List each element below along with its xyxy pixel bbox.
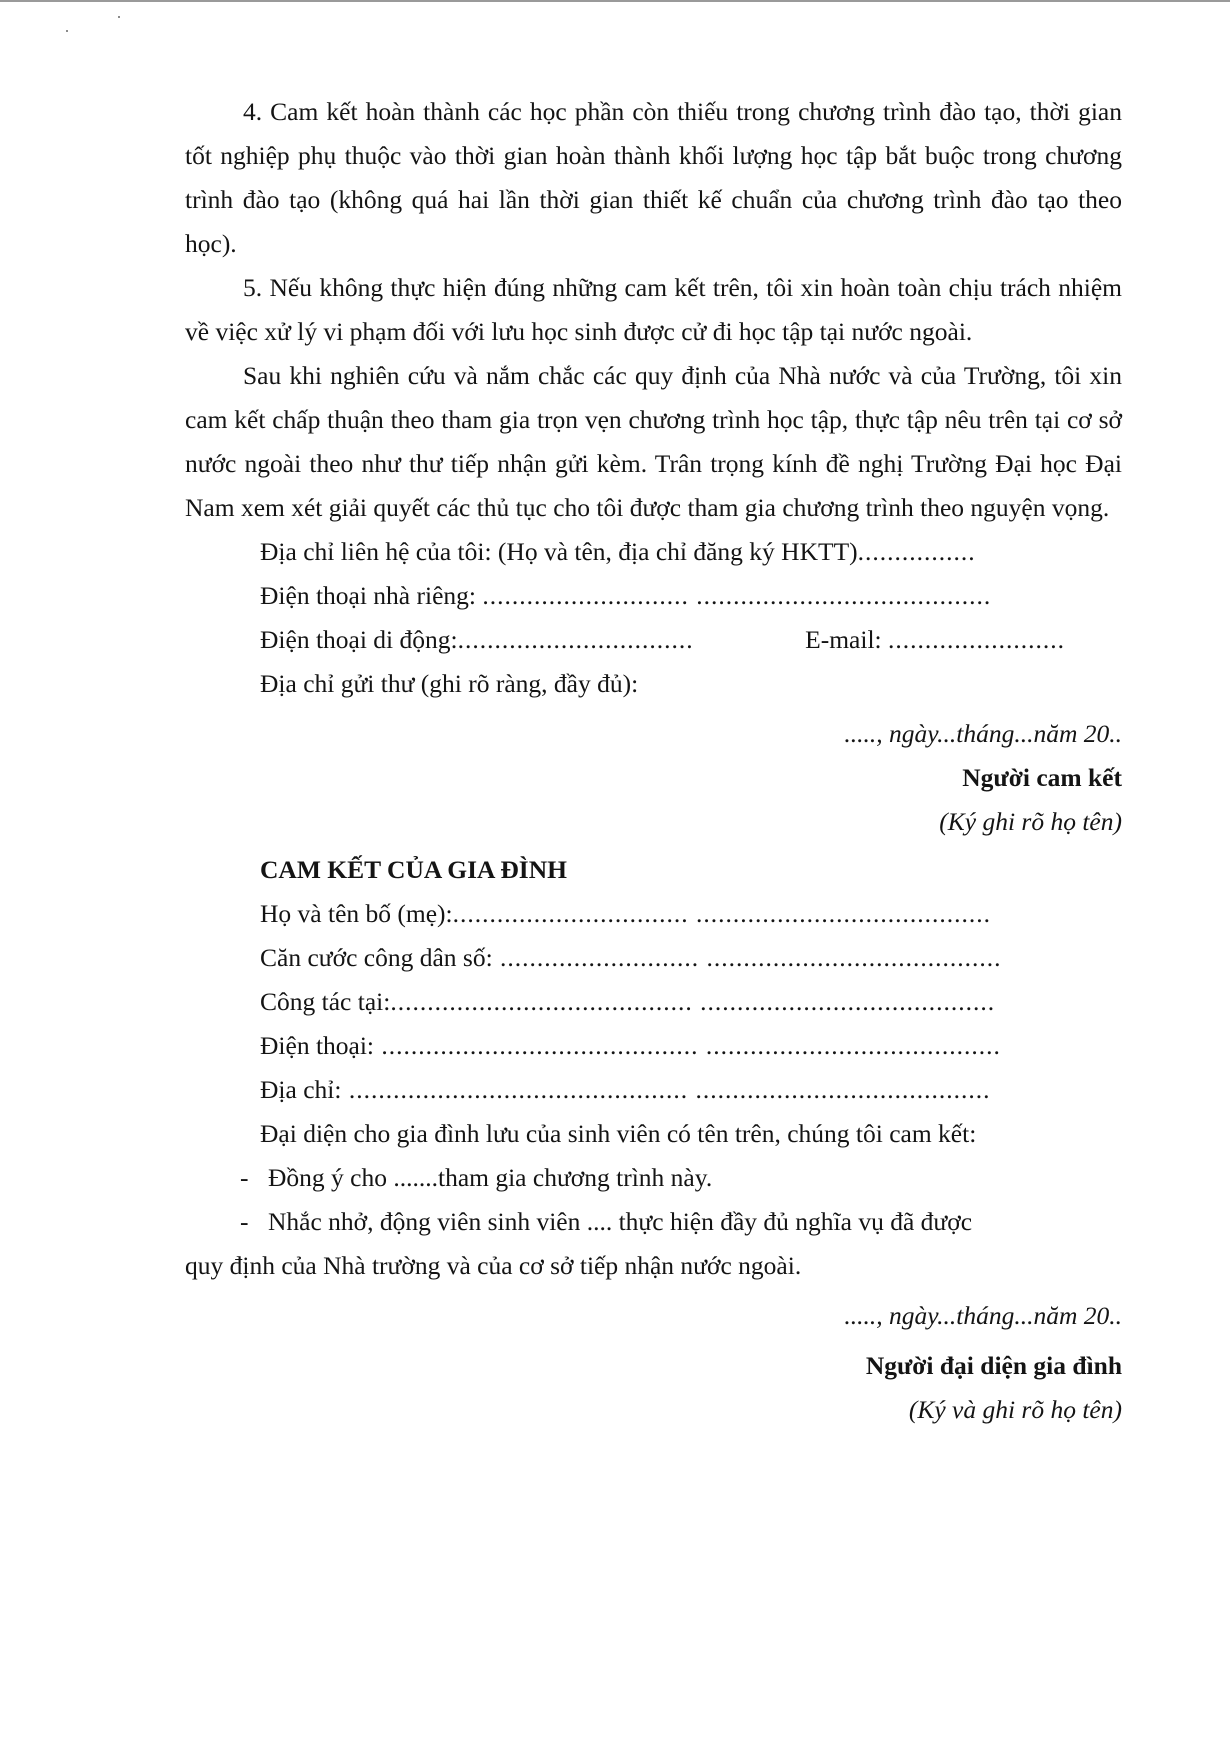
mobile-label: Điện thoại di động: (260, 625, 458, 654)
scan-speck (118, 16, 120, 18)
family-field-phone (260, 1024, 1065, 1068)
family-phone-blank: ........................................... ........................................ (374, 1031, 1001, 1060)
family-signer-title: Người đại diện gia đình (865, 1351, 1122, 1380)
scan-top-edge (0, 0, 1230, 2)
family-address-blank: .............................................. ........................................ (341, 1075, 991, 1104)
bullet-dash: - (240, 1207, 249, 1236)
family-commitment-heading: CAM KẾT CỦA GIA ĐÌNH (260, 855, 567, 884)
contact-address-field (260, 530, 1065, 574)
mobile-field (260, 618, 694, 662)
scan-speck (66, 30, 68, 32)
document-page (185, 90, 1122, 1432)
family-intro-text: Đại diện cho gia đình lưu của sinh viên có tên trên, chúng tôi cam kết: (260, 1119, 977, 1148)
home-phone-blank: ............................ ........................................ (482, 581, 992, 610)
student-date-line: ....., ngày...tháng...năm 20.. (844, 719, 1122, 748)
home-phone-field (260, 574, 1065, 618)
home-phone-label: Điện thoại nhà riêng: (260, 581, 476, 610)
parent-name-blank: ................................ ........................................ (452, 899, 991, 928)
family-phone-label: Điện thoại: (260, 1031, 375, 1060)
commitment-item-5: 5. Nếu không thực hiện đúng những cam kết trên, tôi xin hoàn toàn chịu trách nhiệm về việc xử lý vi phạm đối với lưu học sinh được cử đi học tập tại nước ngoài. (185, 273, 1122, 346)
mail-address-field (260, 662, 1065, 706)
conclusion-paragraph: Sau khi nghiên cứu và nắm chắc các quy định của Nhà nước và của Trường, tôi xin cam kết chấp thuận theo tham gia trọn vẹn chương trình học tập, thực tập nêu trên tại cơ sở nước ngoài theo như thư tiếp nhận gửi kèm. Trân trọng kính đề nghị Trường Đại học Đại Nam xem xét giải quyết các thủ tục cho tôi được tham gia chương trình theo nguyện vọng. (185, 361, 1122, 522)
contact-address-blank: ................ (857, 537, 976, 566)
email-blank: ........................ (888, 625, 1065, 654)
id-number-blank: ........................... ........................................ (492, 943, 1002, 972)
family-bullet-2 (240, 1200, 1122, 1244)
family-bullet-1-text: Đồng ý cho .......tham gia chương trình này. (268, 1163, 713, 1192)
family-field-id-number (260, 936, 1065, 980)
bullet-dash: - (240, 1163, 249, 1192)
mobile-blank: ................................ (457, 625, 694, 654)
family-intro (260, 1112, 1065, 1156)
email-label: E-mail: (805, 625, 882, 654)
workplace-label: Công tác tại: (260, 987, 391, 1016)
id-number-label: Căn cước công dân số: (260, 943, 493, 972)
family-date-line: ....., ngày...tháng...năm 20.. (844, 1301, 1122, 1330)
contact-address-label: Địa chỉ liên hệ của tôi: (Họ và tên, địa chỉ đăng ký HKTT) (260, 537, 858, 566)
mobile-email-field (260, 618, 1065, 662)
family-field-address (260, 1068, 1065, 1112)
family-bullet-2-text: Nhắc nhở, động viên sinh viên .... thực hiện đầy đủ nghĩa vụ đã được (268, 1207, 973, 1236)
family-bullet-2-continuation: quy định của Nhà trường và của cơ sở tiếp nhận nước ngoài. (185, 1251, 802, 1280)
workplace-blank: ......................................... ........................................ (390, 987, 996, 1016)
email-field (805, 618, 1065, 662)
family-bullet-1 (240, 1156, 1122, 1200)
family-signature-note: (Ký và ghi rõ họ tên) (908, 1395, 1122, 1424)
parent-name-label: Họ và tên bố (mẹ): (260, 899, 453, 928)
family-field-parent-name (260, 892, 1065, 936)
family-address-label: Địa chỉ: (260, 1075, 342, 1104)
student-signature-note: (Ký ghi rõ họ tên) (939, 807, 1122, 836)
commitment-item-4: 4. Cam kết hoàn thành các học phần còn thiếu trong chương trình đào tạo, thời gian tốt nghiệp phụ thuộc vào thời gian hoàn thành khối lượng học tập bắt buộc trong chương trình đào tạo (không quá hai lần thời gian thiết kế chuẩn của chương trình đào tạo theo học). (185, 97, 1122, 258)
student-signer-title: Người cam kết (962, 763, 1122, 792)
mail-address-label: Địa chỉ gửi thư (ghi rõ ràng, đầy đủ): (260, 669, 639, 698)
family-field-workplace (260, 980, 1065, 1024)
